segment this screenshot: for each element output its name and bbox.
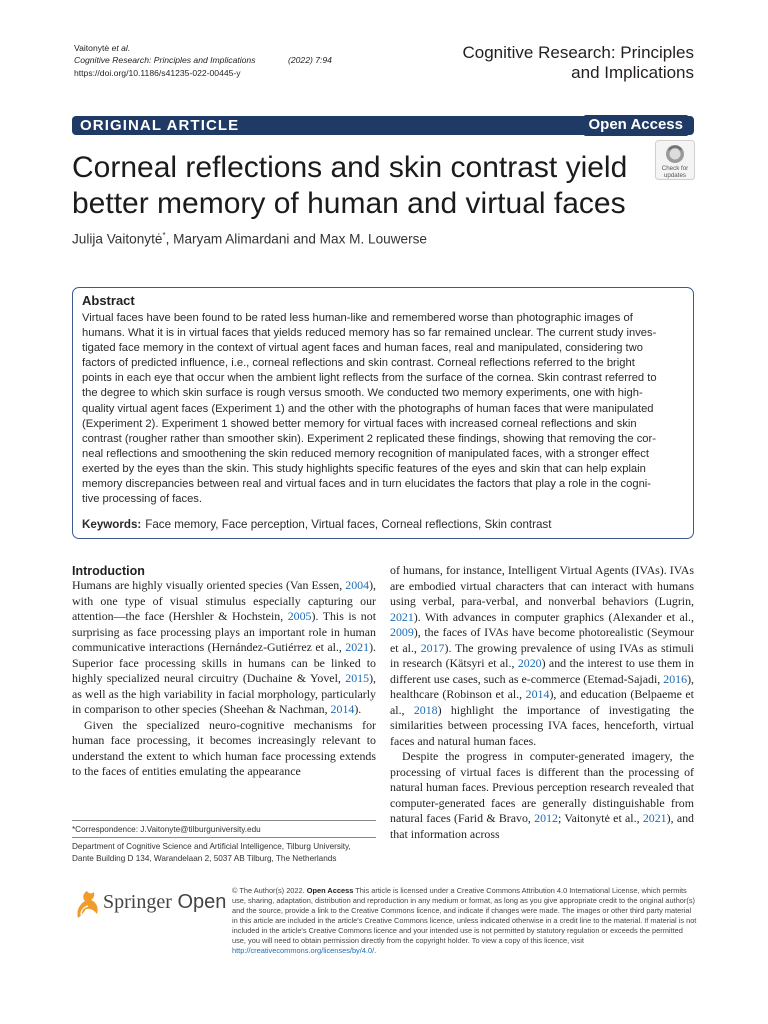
- check-for-updates-button[interactable]: [655, 140, 695, 180]
- check-updates-line1: Check for: [661, 165, 689, 172]
- citation-year-link[interactable]: 2012: [534, 811, 558, 825]
- affiliation-line2: Dante Building D 134, Warandelaan 2, 5037 AB Tilburg, The Netherlands: [72, 853, 337, 863]
- body-column-right: [390, 563, 694, 842]
- cite-etal: et al.: [111, 43, 131, 53]
- paragraph: Given the specialized neuro-cognitive mechanisms for human face processing, it becomes increasingly relevant to understand the extent to which human face processing extends to the faces of entities emulating the appearance: [72, 717, 376, 778]
- citation-year-link[interactable]: 2015: [345, 671, 370, 685]
- paragraph-text: ), healthcare (Robinson et al.,: [390, 671, 694, 701]
- keywords: [82, 518, 551, 531]
- citation-year-link[interactable]: 2021: [642, 811, 667, 825]
- abstract-line: memory discrepancies between real and virtual faces and in turn elucidates the factors that play a role in the cogni-: [82, 478, 652, 491]
- paragraph: [72, 578, 376, 718]
- paragraph-text: ), and education (Belpaeme et al.,: [390, 687, 694, 717]
- cite-year: (2022) 7:94: [288, 55, 332, 66]
- license-end: .: [374, 945, 377, 955]
- springer-open-logo[interactable]: [103, 891, 226, 914]
- paragraph: [390, 749, 694, 842]
- abstract-heading: Abstract: [82, 293, 135, 308]
- citation-year-link[interactable]: 2009: [390, 625, 414, 639]
- article-type-banner: [72, 116, 694, 135]
- license-copyright: © The Author(s) 2022.: [232, 886, 307, 895]
- abstract-box: [72, 287, 694, 539]
- paragraph-text: ; Vaitonytė et al.,: [557, 811, 643, 825]
- abstract-line: exerted by the eyes than the skin. This study highlights specific features of the eyes and skin that can help explain: [82, 462, 646, 475]
- paragraph-text: ), and that information across: [390, 811, 695, 841]
- abstract-line: quality virtual agent faces (Experiment 1) and the other with the photographs of human faces that were manipulated: [82, 402, 654, 415]
- correspondence-mark: *: [162, 231, 166, 240]
- abstract-text: [82, 311, 685, 507]
- footnote-divider: [72, 820, 376, 821]
- citation-year-link[interactable]: 2018: [413, 702, 438, 717]
- paragraph-text: ). This is not surprising as face processing plays an important role in human communicative interactions (Hernández-Gutiérrez et al.,: [72, 609, 376, 654]
- affiliation-line1: Department of Cognitive Science and Artificial Intelligence, Tilburg University,: [72, 842, 351, 851]
- abstract-line: neal reflections and smoothening the skin reduced memory recognition of manipulated faces, with a stronger effect: [82, 447, 649, 460]
- citation-year-link[interactable]: 2016: [663, 671, 688, 686]
- footnote-divider: [72, 837, 376, 838]
- section-heading-introduction: Introduction: [72, 564, 145, 578]
- license-body: This article is licensed under a Creative Commons Attribution 4.0 International License, which permits use, sharing, adaptation, distribution and reproduction in any medium or format, as long as you give appropriate credit to the original author(s) and the source, provide a link to the Creative Commons licence, and indicate if changes were made. The images or other third party material in this article are included in the article's Creative Commons licence, unless indicated otherwise in a credit line to the material. If material is not included in the article's Creative Commons licence and your intended use is not permitted by statutory regulation or exceeds the permitted use, you will need to obtain permission directly from the copyright holder. To view a copy of this licence, visit: [232, 886, 697, 945]
- license-link[interactable]: http://creativecommons.org/licenses/by/4.0/: [232, 945, 375, 955]
- keywords-list: Face memory, Face perception, Virtual faces, Corneal reflections, Skin contrast: [145, 518, 552, 531]
- paragraph: [390, 563, 694, 749]
- citation-block: [74, 42, 332, 79]
- author-name[interactable]: Julija Vaitonytė: [72, 231, 163, 247]
- cite-journal: Cognitive Research: Principles and Implications: [74, 55, 256, 66]
- abstract-line: humans. What it is in virtual faces that yields reduced memory has so far remained unclear. The current study inves-: [82, 327, 657, 340]
- correspondence-note: *Correspondence: J.Vaitonyte@tilburguniversity.edu: [72, 825, 261, 834]
- paragraph-text: ), with one type of visual stimulus especially capturing our attention—the face (Hershler & Hochstein,: [72, 578, 376, 623]
- abstract-line: contrast (rougher rather than smoother skin). Experiment 2 replicated these findings, showing that removing the cor-: [82, 432, 656, 445]
- citation-year-link[interactable]: 2014: [525, 687, 550, 701]
- citation-year-link[interactable]: 2021: [345, 640, 370, 654]
- paragraph-text: ) and the interest to use them in different use cases, such as e-commerce (Etemad-Sajadi,: [390, 656, 694, 686]
- article-type-label: ORIGINAL ARTICLE: [80, 117, 240, 134]
- journal-name: [434, 43, 694, 83]
- abstract-line: tive processing of faces.: [82, 493, 203, 506]
- paragraph-text: Humans are highly visually oriented species (Van Essen,: [72, 578, 346, 592]
- citation-year-link[interactable]: 2020: [517, 656, 542, 670]
- abstract-line: (Experiment 2). Experiment 1 showed better memory for virtual faces with increased corneal reflections and skin: [82, 417, 637, 430]
- check-updates-icon: [655, 140, 695, 180]
- abstract-line: factors of predicted influence, i.e., corneal reflections and skin contrast. Corneal reflections referred to the bright: [82, 357, 635, 370]
- journal-name-line1: Cognitive Research: Principles: [462, 43, 694, 62]
- cite-doi-link[interactable]: https://doi.org/10.1186/s41235-022-00445-y: [74, 67, 241, 78]
- abstract-line: tigated face memory in the context of virtual agent faces and human faces, real and manipulated, considering two: [82, 342, 643, 355]
- abstract-line: Virtual faces have been found to be rated less human-like and remembered worse than photographic images of: [82, 312, 633, 324]
- paragraph-text: ). Superior face processing skills in humans can be linked to highly specialized neural circuitry (Duchaine & Yovel,: [72, 640, 376, 685]
- author-list: [72, 231, 427, 247]
- springer-wordmark: Springer: [103, 891, 172, 913]
- paragraph-text: Despite the progress in computer-generated imagery, the processing of virtual faces is different than the processing of natural human faces. Previous perception research revealed that computer-generated faces are generally distinguishable from natural faces (Farid & Bravo,: [390, 749, 694, 825]
- abstract-line: the degree to which skin surface is rough versus smooth. We conducted two memory experiments, one with high-: [82, 387, 643, 400]
- check-updates-line2: updates: [663, 172, 687, 179]
- paragraph-text: ). With advances in computer graphics (Alexander et al.,: [413, 609, 694, 624]
- license-text: [232, 886, 697, 956]
- journal-name-line2: and Implications: [571, 63, 694, 82]
- paragraph-text: ).: [354, 702, 362, 716]
- author-names-rest: , Maryam Alimardani and Max M. Louwerse: [165, 231, 427, 247]
- citation-year-link[interactable]: 2017: [420, 640, 445, 655]
- paragraph-text: ) highlight the importance of investigating the similarities between processing IVA faces, henceforth, virtual faces and natural human faces.: [390, 702, 695, 748]
- paragraph-text: ), the faces of IVAs have become photorealistic (Seymour et al.,: [390, 625, 694, 655]
- article-title: Corneal reflections and skin contrast yield better memory of human and virtual faces: [72, 151, 628, 220]
- open-access-badge: Open Access: [583, 115, 690, 136]
- license-open-access: Open Access: [306, 886, 354, 895]
- paragraph-text: ). The growing prevalence of using IVAs as stimuli in research (Kätsyri et al.,: [390, 640, 694, 670]
- keywords-label: Keywords:: [82, 518, 142, 531]
- citation-year-link[interactable]: 2005: [287, 609, 312, 623]
- body-column-left: [72, 578, 376, 780]
- springer-horse-icon: [72, 888, 102, 920]
- citation-year-link[interactable]: 2014: [330, 702, 355, 716]
- citation-year-link[interactable]: 2004: [345, 578, 370, 592]
- citation-year-link[interactable]: 2021: [390, 609, 414, 624]
- paragraph-text: ), as well as the high variability in facial morphology, particularly in comparison to other species (Sheehan & Nachman,: [72, 671, 376, 716]
- affiliation-note: [72, 841, 382, 864]
- paragraph-text: of humans, for instance, Intelligent Virtual Agents (IVAs). IVAs are embodied virtual characters that can interact with humans using verbal, para-verbal, and nonverbal behaviors (Lugrin,: [390, 563, 694, 608]
- abstract-line: points in each eye that occur when the ambient light reflects from the surface of the cornea. Skin contrast referred to: [82, 372, 657, 385]
- open-wordmark: Open: [171, 891, 227, 913]
- cite-authors: Vaitonytė: [74, 43, 110, 53]
